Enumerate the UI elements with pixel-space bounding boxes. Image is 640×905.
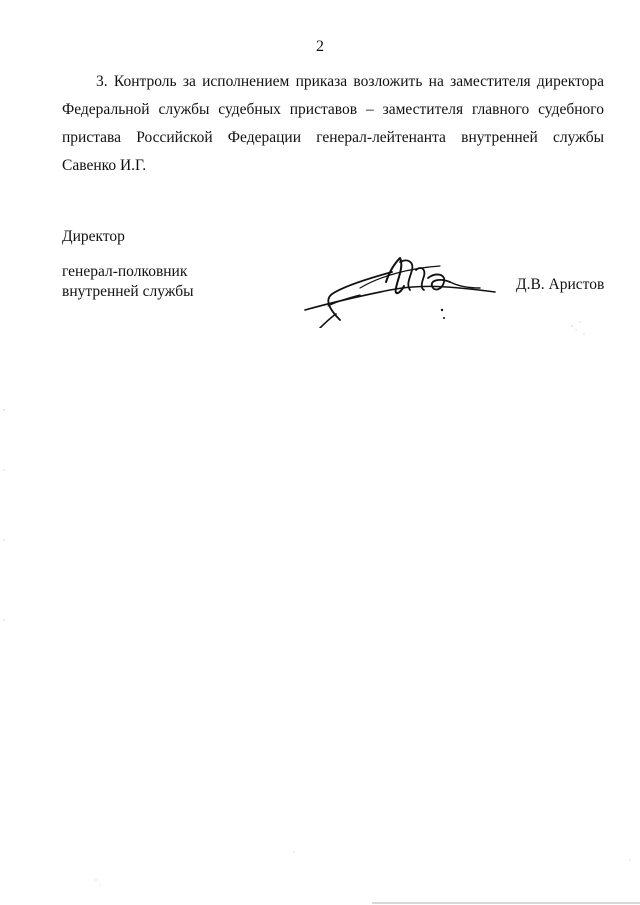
signatory-name: Д.В. Аристов	[516, 276, 605, 293]
handwritten-signature	[300, 248, 500, 328]
paragraph-line: пристава Российской Федерации генерал-лейтенанта внутренней службы	[62, 129, 604, 146]
paragraph-line: Федеральной службы судебных приставов – заместителя главного судебного	[62, 101, 604, 118]
signatory-rank	[62, 262, 194, 302]
paragraph-line: Савенко И.Г.	[62, 157, 147, 174]
signatory-rank-line: генерал-полковник	[62, 263, 188, 280]
page-number: 2	[316, 38, 324, 55]
signatory-title: Директор	[62, 228, 125, 245]
order-paragraph	[62, 68, 604, 180]
signatory-rank-line: внутренней службы	[62, 283, 194, 300]
paragraph-line: 3. Контроль за исполнением приказа возложить на заместителя директора	[96, 73, 604, 90]
